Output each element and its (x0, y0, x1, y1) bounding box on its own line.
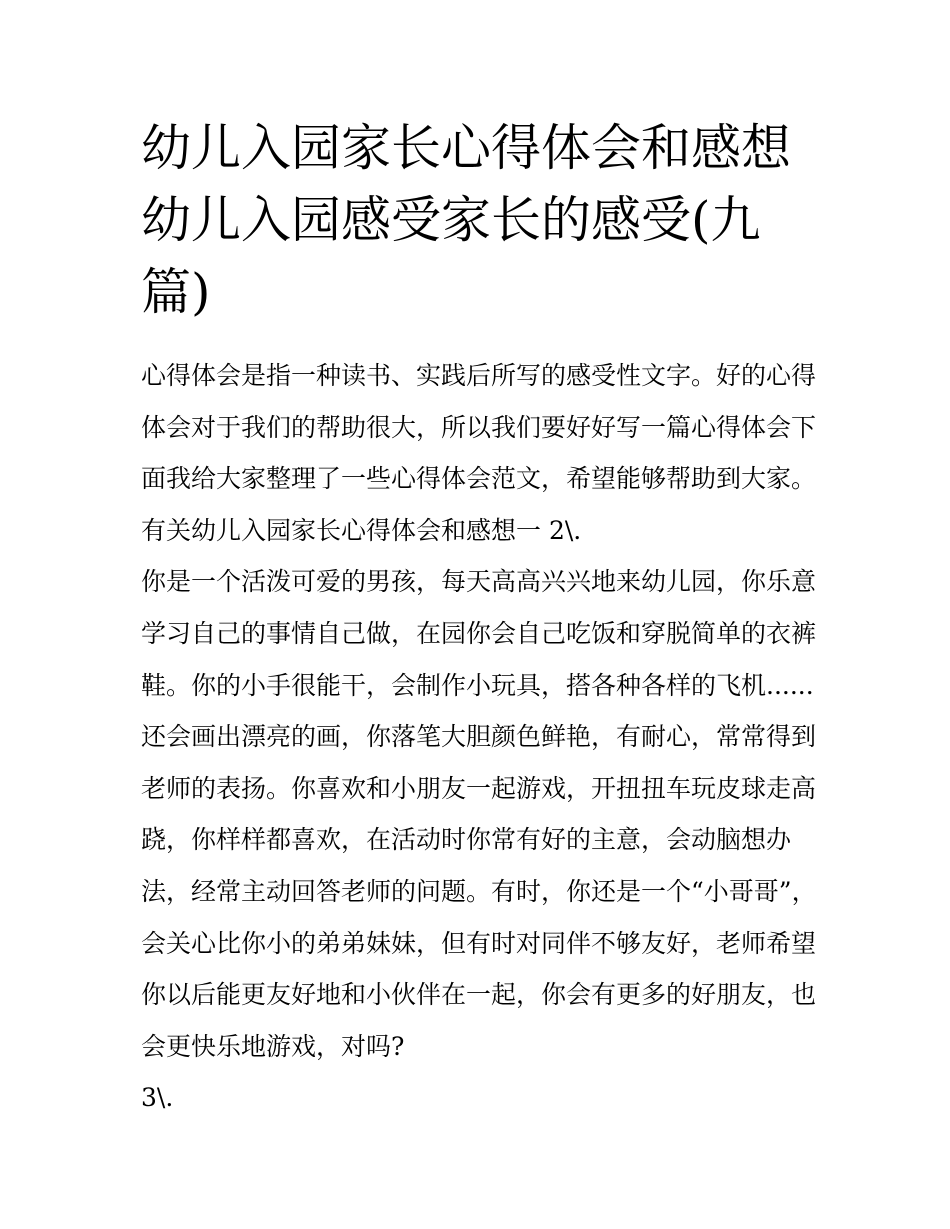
body-line-12: 会关心比你小的弟弟妹妹，但有时对同伴不够友好，老师希望 (141, 928, 817, 958)
section-heading-line: 有关幼儿入园家长心得体会和感想一 2\. (141, 515, 582, 545)
body-line-11: 法，经常主动回答老师的问题。有时，你还是一个“小哥哥”， (141, 876, 817, 906)
body-line-14: 会更快乐地游戏，对吗? (141, 1031, 405, 1061)
body-line-1: 心得体会是指一种读书、实践后所写的感受性文字。好的心得 (141, 361, 817, 390)
body-line-8: 还会画出漂亮的画，你落笔大胆颜色鲜艳，有耐心，常常得到 (141, 722, 817, 752)
title-line-3: 篇) (141, 263, 211, 321)
document-title (141, 112, 813, 328)
body-line-13: 你以后能更友好地和小伙伴在一起，你会有更多的好朋友，也 (141, 980, 817, 1010)
document-body (141, 350, 817, 1124)
title-line-2: 幼儿入园感受家长的感受(九 (141, 191, 761, 249)
body-line-2: 体会对于我们的帮助很大，所以我们要好好写一篇心得体会下 (141, 412, 817, 442)
title-line-1: 幼儿入园家长心得体会和感想 (141, 119, 791, 177)
body-line-10: 跷，你样样都喜欢，在活动时你常有好的主意，会动脑想办 (141, 825, 792, 855)
body-line-3: 面我给大家整理了一些心得体会范文，希望能够帮助到大家。 (141, 464, 817, 494)
body-line-6: 学习自己的事情自己做，在园你会自己吃饭和穿脱简单的衣裤 (141, 618, 817, 648)
body-line-9: 老师的表扬。你喜欢和小朋友一起游戏，开扭扭车玩皮球走高 (141, 773, 817, 803)
body-line-7: 鞋。你的小手很能干，会制作小玩具，搭各种各样的飞机...... (141, 670, 814, 700)
body-line-5: 你是一个活泼可爱的男孩，每天高高兴兴地来幼儿园，你乐意 (141, 567, 817, 597)
document-content (141, 112, 817, 1124)
section-number-line: 3\. (141, 1083, 174, 1113)
